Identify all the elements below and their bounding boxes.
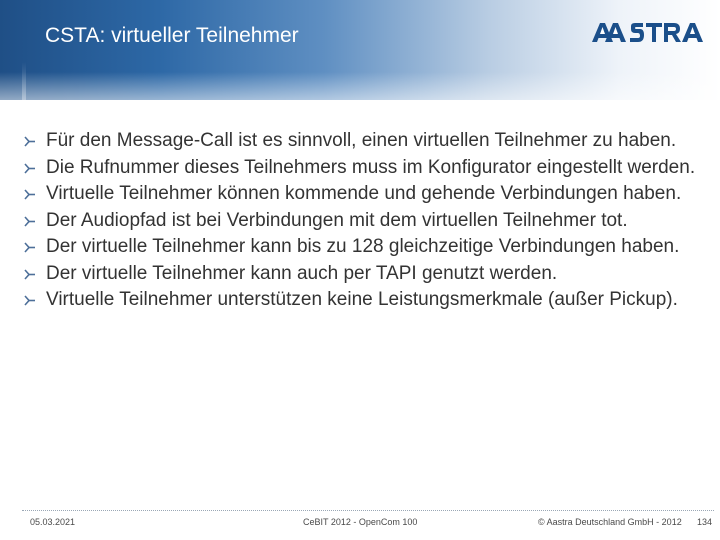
bullet-item xyxy=(22,208,702,235)
aastra-logo xyxy=(590,18,710,48)
bullet-text: Die Rufnummer dieses Teilnehmers muss im Konfigurator eingestellt werden. xyxy=(46,156,696,178)
bullet-item xyxy=(22,287,702,314)
header-fade xyxy=(0,72,720,102)
star-bullet-icon xyxy=(22,294,36,307)
bullet-list xyxy=(22,128,702,314)
bullet-text: Virtuelle Teilnehmer können kommende und gehende Verbindungen haben. xyxy=(46,183,682,204)
bullet-item xyxy=(22,181,702,208)
bullet-text: Virtuelle Teilnehmer unterstützen keine Leistungsmerkmale (außer Pickup). xyxy=(46,289,678,310)
star-bullet-icon xyxy=(22,268,36,281)
footer-divider xyxy=(22,510,714,511)
star-bullet-icon xyxy=(22,241,36,254)
bullet-item xyxy=(22,234,702,261)
bullet-text: Der virtuelle Teilnehmer kann bis zu 128 gleichzeitige Verbindungen haben. xyxy=(46,236,680,257)
footer-page-number: 134 xyxy=(697,517,713,527)
bullet-item xyxy=(22,261,702,288)
bullet-text: Der Audiopfad ist bei Verbindungen mit dem virtuellen Teilnehmer tot. xyxy=(46,209,628,231)
header-side-accent xyxy=(22,62,26,102)
footer-event: CeBIT 2012 - OpenCom 100 xyxy=(303,517,418,527)
star-bullet-icon xyxy=(22,162,36,175)
aastra-logo-icon xyxy=(590,18,710,48)
bullet-item xyxy=(22,128,702,155)
bullet-text: Der virtuelle Teilnehmer kann auch per TAPI genutzt werden. xyxy=(46,262,558,284)
star-bullet-icon xyxy=(22,188,36,201)
star-bullet-icon xyxy=(22,215,36,228)
bullet-text: Für den Message-Call ist es sinnvoll, einen virtuellen Teilnehmer zu haben. xyxy=(46,130,677,151)
bullet-item xyxy=(22,155,702,182)
footer-date: 05.03.2021 xyxy=(30,517,76,527)
star-bullet-icon xyxy=(22,135,36,148)
footer-copyright: © Aastra Deutschland GmbH - 2012 xyxy=(538,517,682,527)
slide-title: CSTA: virtueller Teilnehmer xyxy=(45,24,299,47)
